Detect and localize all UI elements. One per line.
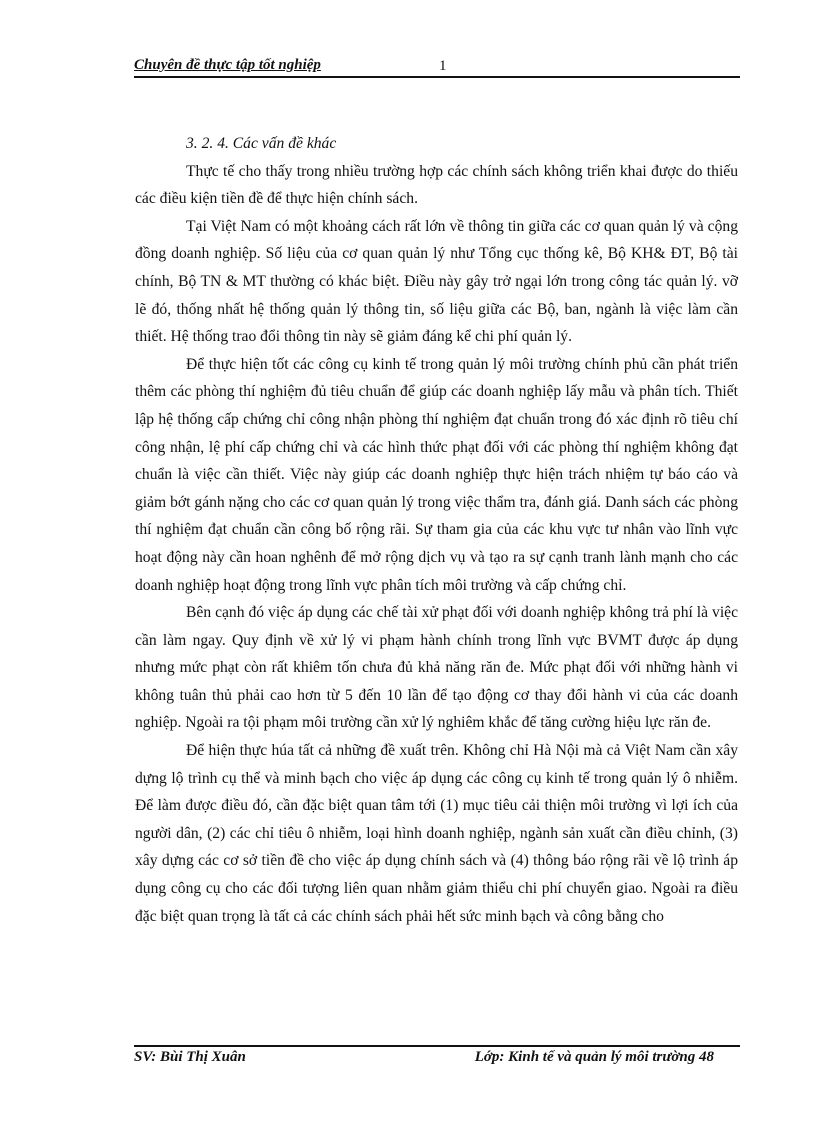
page-body [135,130,738,930]
paragraph-5: Để hiện thực húa tất cả những đề xuất trên. Không chỉ Hà Nội mà cả Việt Nam cần xây dựng lộ trình cụ thể và minh bạch cho việc áp dụng các công cụ kinh tế trong quản lý ô nhiễm. Để làm được điều đó, cần đặc biệt quan tâm tới (1) mục tiêu cải thiện môi trường vì lợi ích của người dân, (2) các chỉ tiêu ô nhiễm, loại hình doanh nghiệp, ngành sản xuất cần điều chỉnh, (3) xây dựng các cơ sở tiền đề cho việc áp dụng chính sách và (4) thông báo rộng rãi về lộ trình áp dụng công cụ cho các đối tượng liên quan nhằm giảm thiểu chi phí chuyển giao. Ngoài ra điều đặc biệt quan trọng là tất cả các chính sách phải hết sức minh bạch và công bằng cho [135,742,738,925]
document-title: Chuyên đề thực tập tốt nghiệp [134,57,321,73]
page-number: 1 [439,58,447,74]
class-name: Lớp: Kinh tế và quản lý môi trường 48 [474,1049,714,1065]
paragraph-3: Để thực hiện tốt các công cụ kinh tế trong quản lý môi trường chính phủ cần phát triển thêm các phòng thí nghiệm đủ tiêu chuẩn để giúp các doanh nghiệp lấy mẫu và phân tích. Thiết lập hệ thống cấp chứng chỉ công nhận phòng thí nghiệm đạt chuẩn trong đó xác định rõ tiêu chí công nhận, lệ phí cấp chứng chỉ và các hình thức phạt đối với các phòng thí nghiệm không đạt chuẩn là việc cần thiết. Việc này giúp các doanh nghiệp thực hiện trách nhiệm tự báo cáo và giảm bớt gánh nặng cho các cơ quan quản lý trong việc thẩm tra, đánh giá. Danh sách các phòng thí nghiệm đạt chuẩn cần công bố rộng rãi. Sự tham gia của các khu vực tư nhân vào lĩnh vực hoạt động này cần hoan nghênh để mở rộng dịch vụ và tạo ra sự cạnh tranh lành mạnh cho các doanh nghiệp hoạt động trong lĩnh vực phân tích môi trường và cấp chứng chỉ. [135,355,738,594]
paragraph-4: Bên cạnh đó việc áp dụng các chế tài xử phạt đối với doanh nghiệp không trả phí là việc cần làm ngay. Quy định về xử lý vi phạm hành chính trong lĩnh vực BVMT được áp dụng nhưng mức phạt còn rất khiêm tốn chưa đủ khả năng răn đe. Mức phạt đối với những hành vi không tuân thủ phải cao hơn từ 5 đến 10 lần để tạo động cơ thay đổi hành vi của các doanh nghiệp. Ngoài ra tội phạm môi trường cần xử lý nghiêm khắc để tăng cường hiệu lực răn đe. [135,604,738,732]
page-footer [134,1049,740,1071]
student-name: SV: Bùi Thị Xuân [134,1049,246,1065]
paragraph-1: Thực tế cho thấy trong nhiều trường hợp các chính sách không triển khai được do thiếu các điều kiện tiền đề để thực hiện chính sách. [135,162,738,208]
header-divider [134,76,740,78]
footer-divider [134,1045,740,1047]
paragraph-2: Tại Việt Nam có một khoảng cách rất lớn về thông tin giữa các cơ quan quản lý và cộng đồng doanh nghiệp. Số liệu của cơ quan quản lý như Tổng cục thống kê, Bộ KH& ĐT, Bộ tài chính, Bộ TN & MT thường có khác biệt. Điều này gây trở ngại lớn trong công tác quản lý. vỡ lẽ đó, thống nhất hệ thống quản lý thông tin, số liệu giữa các Bộ, ban, ngành là việc làm cần thiết. Hệ thống trao đổi thông tin này sẽ giảm đáng kể chi phí quản lý. [135,217,738,346]
section-heading: 3. 2. 4. Các vấn đề khác [186,135,337,152]
